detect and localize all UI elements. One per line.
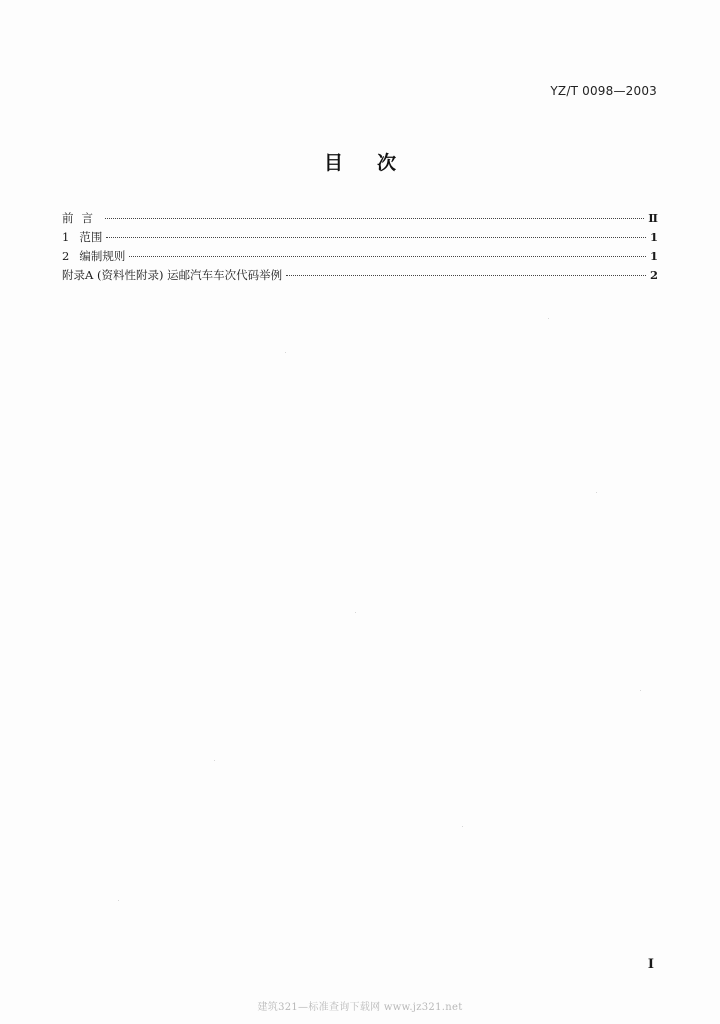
page-number: I xyxy=(647,957,654,972)
scan-speck xyxy=(596,492,597,493)
toc-entry-rules[interactable] xyxy=(62,247,658,266)
toc-entry-number: 1 xyxy=(62,230,70,244)
toc-entry-foreword[interactable] xyxy=(62,209,658,228)
toc-leader-dots xyxy=(286,275,646,276)
toc-entry-label: 附录A (资料性附录) 运邮汽车车次代码举例 xyxy=(62,268,283,282)
watermark-text: 建筑321—标准查询下载网 www.jz321.net xyxy=(257,1002,463,1013)
scan-speck xyxy=(214,760,215,761)
toc-entry-page: 2 xyxy=(649,268,658,282)
toc-leader-dots xyxy=(129,256,646,257)
scan-speck xyxy=(548,318,549,319)
toc-entry-label: 前言 xyxy=(62,211,101,225)
toc-entry-page: 1 xyxy=(649,249,658,263)
scan-speck xyxy=(462,826,463,827)
toc-leader-dots xyxy=(105,218,644,219)
document-code: YZ/T 0098—2003 xyxy=(550,84,657,98)
toc-entry-label: 范围 xyxy=(79,230,103,244)
scan-speck xyxy=(640,690,641,691)
scan-speck xyxy=(285,352,286,353)
toc-entry-label: 编制规则 xyxy=(79,249,126,263)
toc-entry-page: Ⅱ xyxy=(648,211,658,225)
toc-entry-scope[interactable] xyxy=(62,228,658,247)
page-title: 目次 xyxy=(323,152,430,174)
toc-entry-page: 1 xyxy=(649,230,658,244)
toc-leader-dots xyxy=(106,237,646,238)
table-of-contents xyxy=(62,209,658,285)
toc-entry-number: 2 xyxy=(62,249,70,263)
scan-speck xyxy=(118,900,119,901)
toc-entry-appendix-a[interactable] xyxy=(62,266,658,285)
scan-speck xyxy=(355,612,356,613)
